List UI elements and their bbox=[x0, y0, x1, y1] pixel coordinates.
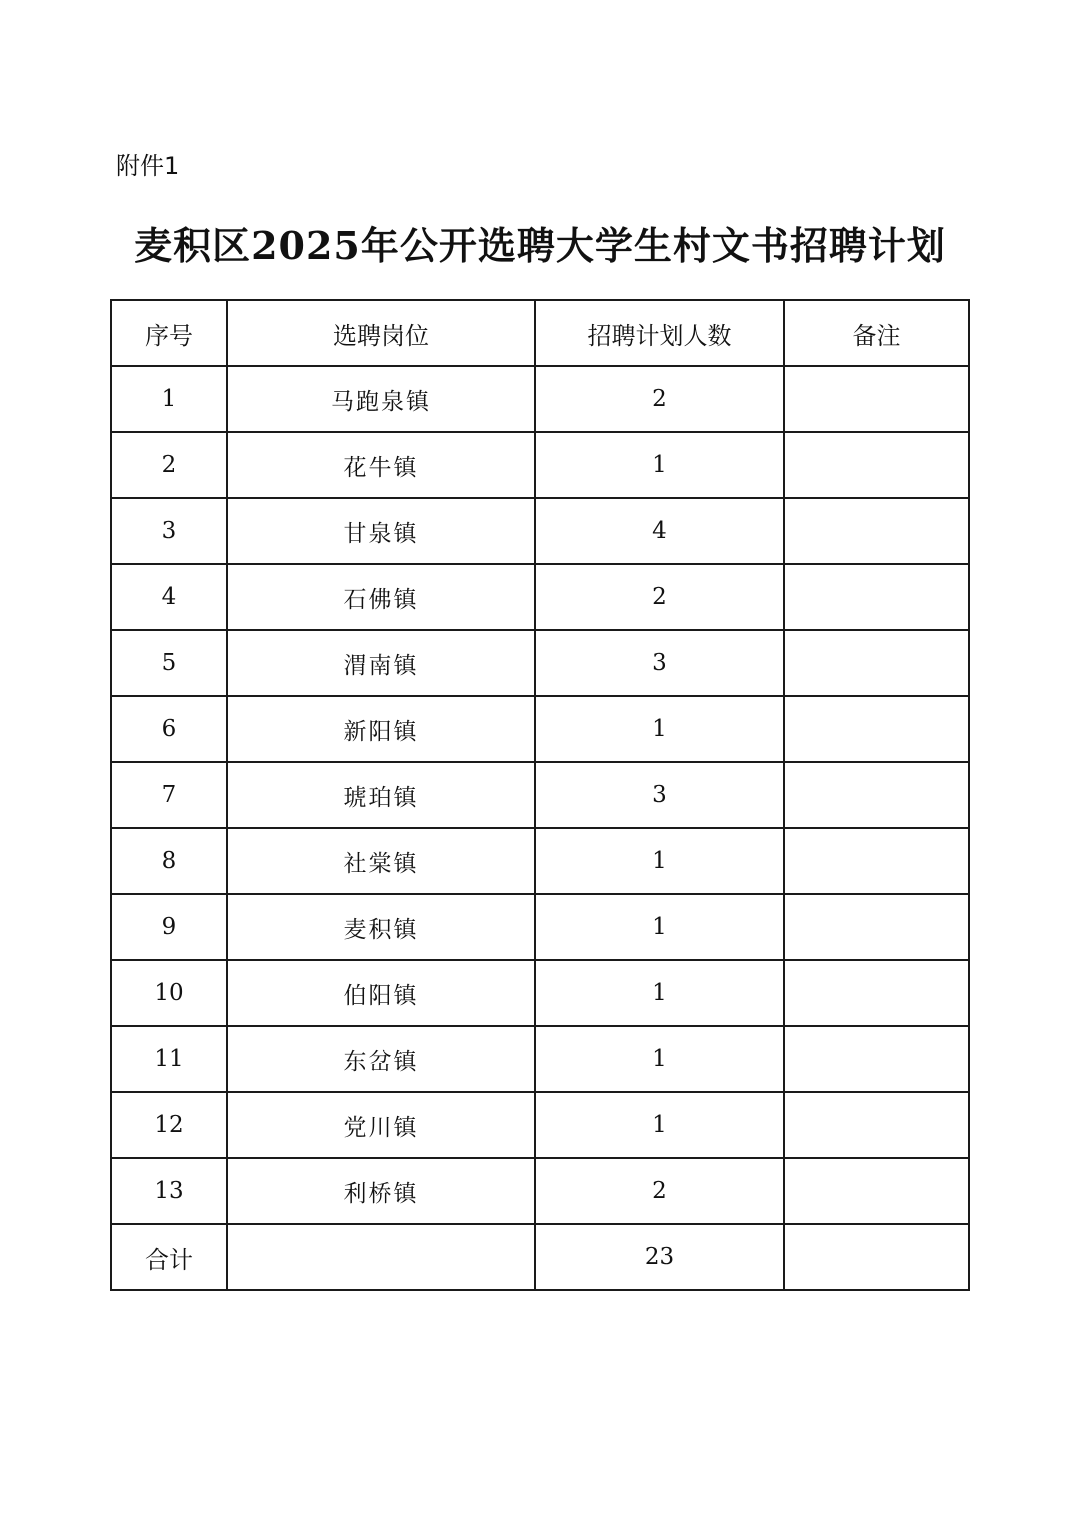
row-count: 3 bbox=[535, 630, 784, 696]
table-row bbox=[111, 630, 969, 696]
row-count: 2 bbox=[535, 564, 784, 630]
row-position: 党川镇 bbox=[227, 1092, 535, 1158]
row-note bbox=[784, 432, 969, 498]
total-label: 合计 bbox=[111, 1224, 227, 1290]
row-position: 花牛镇 bbox=[227, 432, 535, 498]
row-count: 1 bbox=[535, 1026, 784, 1092]
row-count: 3 bbox=[535, 762, 784, 828]
row-position: 麦积镇 bbox=[227, 894, 535, 960]
row-index: 2 bbox=[111, 432, 227, 498]
table-row bbox=[111, 1092, 969, 1158]
row-index: 6 bbox=[111, 696, 227, 762]
row-count: 1 bbox=[535, 696, 784, 762]
row-count: 1 bbox=[535, 960, 784, 1026]
row-index: 9 bbox=[111, 894, 227, 960]
row-count: 2 bbox=[535, 1158, 784, 1224]
row-note bbox=[784, 894, 969, 960]
table-total-row bbox=[111, 1224, 969, 1290]
row-position: 社棠镇 bbox=[227, 828, 535, 894]
row-position: 马跑泉镇 bbox=[227, 366, 535, 432]
total-position bbox=[227, 1224, 535, 1290]
row-position: 东岔镇 bbox=[227, 1026, 535, 1092]
table-row bbox=[111, 696, 969, 762]
row-note bbox=[784, 1026, 969, 1092]
row-index: 7 bbox=[111, 762, 227, 828]
row-index: 10 bbox=[111, 960, 227, 1026]
row-index: 12 bbox=[111, 1092, 227, 1158]
row-count: 1 bbox=[535, 432, 784, 498]
row-note bbox=[784, 498, 969, 564]
row-index: 1 bbox=[111, 366, 227, 432]
row-count: 2 bbox=[535, 366, 784, 432]
table-row bbox=[111, 366, 969, 432]
row-position: 琥珀镇 bbox=[227, 762, 535, 828]
table-row bbox=[111, 762, 969, 828]
table-row bbox=[111, 1158, 969, 1224]
row-index: 11 bbox=[111, 1026, 227, 1092]
document-title: 麦积区2025年公开选聘大学生村文书招聘计划 bbox=[134, 223, 946, 268]
row-count: 4 bbox=[535, 498, 784, 564]
row-position: 利桥镇 bbox=[227, 1158, 535, 1224]
row-note bbox=[784, 696, 969, 762]
row-note bbox=[784, 1158, 969, 1224]
row-note bbox=[784, 828, 969, 894]
row-index: 13 bbox=[111, 1158, 227, 1224]
recruitment-plan-table bbox=[110, 299, 970, 1291]
table-row bbox=[111, 828, 969, 894]
row-count: 1 bbox=[535, 894, 784, 960]
header-position: 选聘岗位 bbox=[227, 300, 535, 366]
row-count: 1 bbox=[535, 828, 784, 894]
row-position: 甘泉镇 bbox=[227, 498, 535, 564]
total-note bbox=[784, 1224, 969, 1290]
table-row bbox=[111, 564, 969, 630]
table-row bbox=[111, 498, 969, 564]
row-index: 5 bbox=[111, 630, 227, 696]
row-note bbox=[784, 630, 969, 696]
row-count: 1 bbox=[535, 1092, 784, 1158]
table-header-row bbox=[111, 300, 969, 366]
row-note bbox=[784, 1092, 969, 1158]
row-position: 新阳镇 bbox=[227, 696, 535, 762]
row-index: 3 bbox=[111, 498, 227, 564]
table-row bbox=[111, 1026, 969, 1092]
row-index: 4 bbox=[111, 564, 227, 630]
table-row bbox=[111, 432, 969, 498]
header-index: 序号 bbox=[111, 300, 227, 366]
row-index: 8 bbox=[111, 828, 227, 894]
row-note bbox=[784, 960, 969, 1026]
row-note bbox=[784, 366, 969, 432]
row-note bbox=[784, 762, 969, 828]
table-row bbox=[111, 960, 969, 1026]
header-planned-count: 招聘计划人数 bbox=[535, 300, 784, 366]
table-row bbox=[111, 894, 969, 960]
row-position: 渭南镇 bbox=[227, 630, 535, 696]
row-position: 伯阳镇 bbox=[227, 960, 535, 1026]
row-note bbox=[784, 564, 969, 630]
header-remarks: 备注 bbox=[784, 300, 969, 366]
attachment-label: 附件1 bbox=[116, 152, 180, 180]
row-position: 石佛镇 bbox=[227, 564, 535, 630]
total-count: 23 bbox=[535, 1224, 784, 1290]
